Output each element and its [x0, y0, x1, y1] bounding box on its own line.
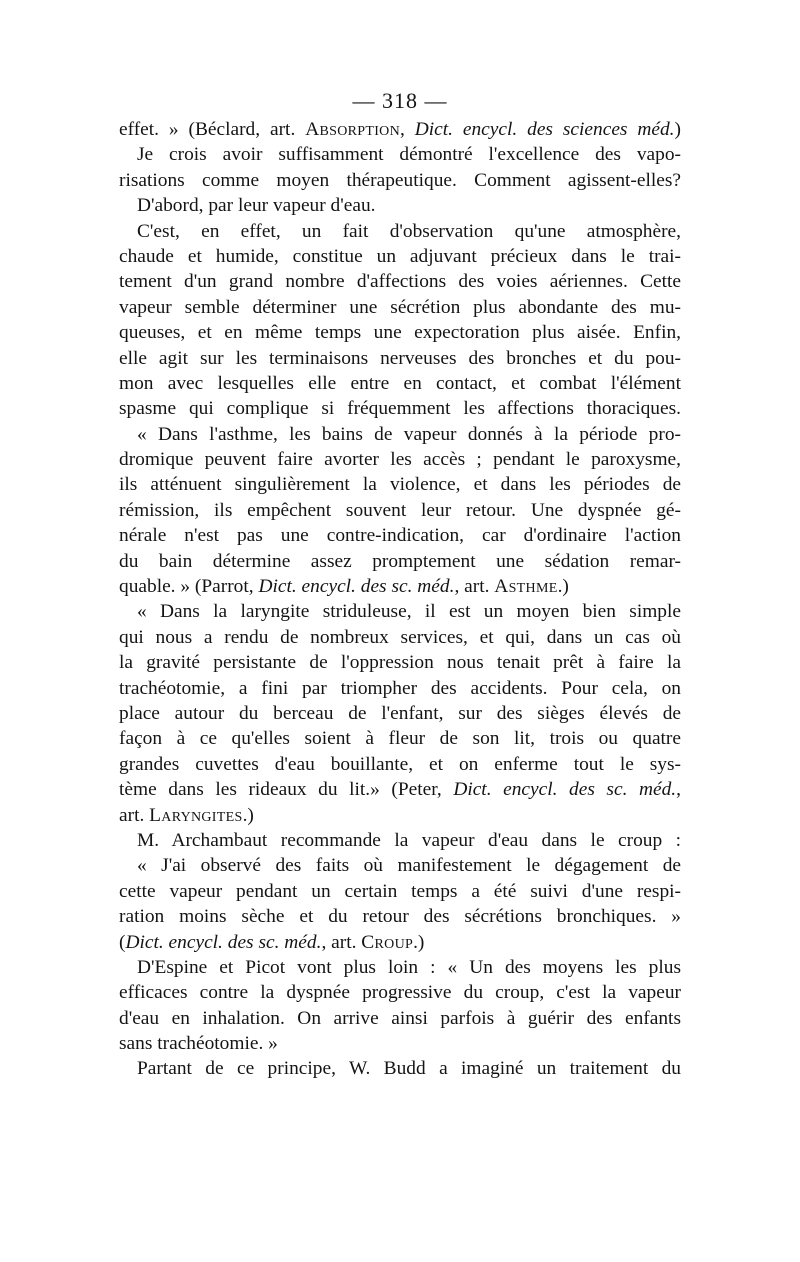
- text-line: [119, 549, 681, 574]
- article-name: Asthme: [494, 576, 558, 598]
- text-segment: d'eau en inhalation. On arrive ainsi parfois à guérir des enfants: [119, 1007, 681, 1029]
- text-segment: spasme qui complique si fréquemment les affections thoraciques.: [119, 398, 681, 420]
- text-line: [119, 117, 681, 142]
- text-segment: place autour du berceau de l'enfant, sur des sièges élevés de: [119, 702, 681, 724]
- text-segment: D'abord, par leur vapeur d'eau.: [137, 195, 376, 217]
- text-segment: vapeur semble déterminer une sécrétion plus abondante des mu-: [119, 296, 681, 318]
- text-line: [119, 1056, 681, 1081]
- citation-title: Dict. encycl. des sc. méd.: [258, 576, 455, 598]
- text-line: [119, 752, 681, 777]
- text-line: [119, 574, 681, 599]
- text-line: [119, 472, 681, 497]
- text-segment: façon à ce qu'elles soient à fleur de son lit, trois ou quatre: [119, 728, 681, 750]
- text-segment: (: [119, 931, 126, 953]
- article-name: Laryngites: [149, 804, 243, 826]
- text-line: [119, 726, 681, 751]
- text-segment: art.: [119, 804, 150, 826]
- text-line: [119, 930, 681, 955]
- text-segment: ration moins sèche et du retour des sécrétions bronchiques. »: [119, 906, 681, 928]
- text-segment: la gravité persistante de l'oppression nous tenait prêt à faire la: [119, 652, 681, 674]
- text-line: [119, 168, 681, 193]
- text-segment: Je crois avoir suffisamment démontré l'excellence des vapo-: [137, 144, 681, 166]
- text-line: [119, 498, 681, 523]
- text-line: [119, 777, 681, 802]
- text-line: [119, 295, 681, 320]
- text-line: [119, 447, 681, 472]
- text-line: [119, 980, 681, 1005]
- text-segment: .): [413, 931, 425, 953]
- text-line: [119, 396, 681, 421]
- text-segment: D'Espine et Picot vont plus loin : « Un des moyens les plus: [137, 956, 681, 978]
- text-segment: , art.: [321, 931, 362, 953]
- citation-title: Dict. encycl. des sciences méd.: [414, 119, 675, 140]
- text-segment: risations comme moyen thérapeutique. Comment agissent-elles?: [119, 169, 681, 191]
- text-segment: cette vapeur pendant un certain temps a été suivi d'une respi-: [119, 880, 681, 902]
- text-segment: Partant de ce principe, W. Budd a imaginé un traitement du: [137, 1058, 681, 1080]
- text-segment: nérale n'est pas une contre-indication, car d'ordinaire l'action: [119, 525, 681, 547]
- text-line: [119, 269, 681, 294]
- text-line: [119, 955, 681, 980]
- text-line: [119, 904, 681, 929]
- text-segment: « J'ai observé des faits où manifestement le dégagement de: [137, 855, 681, 877]
- text-line: [119, 523, 681, 548]
- text-line: [119, 676, 681, 701]
- text-segment: , art.: [454, 576, 495, 598]
- citation-title: Dict. encycl. des sc. méd.: [453, 779, 677, 801]
- text-segment: efficaces contre la dyspnée progressive du croup, c'est la vapeur: [119, 982, 681, 1004]
- text-segment: chaude et humide, constitue un adjuvant précieux dans le trai-: [119, 245, 681, 267]
- text-segment: « Dans la laryngite striduleuse, il est un moyen bien simple: [137, 601, 681, 623]
- text-segment: .): [242, 804, 254, 826]
- article-name: Croup: [361, 931, 414, 953]
- text-line: [119, 1006, 681, 1031]
- text-segment: sans trachéotomie. »: [119, 1033, 278, 1055]
- text-segment: grandes cuvettes d'eau bouillante, et on enferme tout le sys-: [119, 753, 681, 775]
- text-line: [119, 599, 681, 624]
- text-line: [119, 701, 681, 726]
- article-name: Absorption: [305, 119, 400, 140]
- text-line: [119, 219, 681, 244]
- text-segment: « Dans l'asthme, les bains de vapeur donnés à la période pro-: [137, 423, 681, 445]
- text-segment: du bain détermine assez promptement une sédation remar-: [119, 550, 681, 572]
- text-line: [119, 371, 681, 396]
- text-segment: ,: [400, 119, 415, 140]
- text-line: [119, 853, 681, 878]
- text-segment: effet. » (Béclard, art.: [119, 119, 306, 140]
- text-line: [119, 879, 681, 904]
- text-line: [119, 422, 681, 447]
- text-line: [119, 828, 681, 853]
- page-number: — 318 —: [352, 88, 448, 113]
- text-line: [119, 244, 681, 269]
- text-line: [119, 650, 681, 675]
- text-line: [119, 193, 681, 218]
- text-segment: dromique peuvent faire avorter les accès ; pendant le paroxysme,: [119, 449, 681, 471]
- text-segment: C'est, en effet, un fait d'observation qu'une atmosphère,: [137, 220, 681, 242]
- text-segment: qui nous a rendu de nombreux services, et qui, dans un cas où: [119, 626, 681, 648]
- text-line: [119, 803, 681, 828]
- text-segment: mon avec lesquelles elle entre en contact, et combat l'élément: [119, 372, 681, 394]
- text-line: [119, 1031, 681, 1056]
- body-text: [119, 117, 681, 1082]
- text-segment: ): [674, 119, 681, 140]
- citation-title: Dict. encycl. des sc. méd.: [125, 931, 322, 953]
- text-segment: quable. » (Parrot,: [119, 576, 259, 598]
- text-segment: rémission, ils empêchent souvent leur retour. Une dyspnée gé-: [119, 499, 681, 521]
- text-segment: .): [557, 576, 569, 598]
- text-segment: tème dans les rideaux du lit.» (Peter,: [119, 779, 454, 801]
- text-line: [119, 142, 681, 167]
- text-segment: tement d'un grand nombre d'affections des voies aériennes. Cette: [119, 271, 681, 293]
- text-segment: queuses, et en même temps une expectoration plus aisée. Enfin,: [119, 322, 681, 344]
- text-segment: elle agit sur les terminaisons nerveuses des bronches et du pou-: [119, 347, 681, 369]
- text-line: [119, 346, 681, 371]
- text-line: [119, 625, 681, 650]
- text-segment: ils atténuent singulièrement la violence, et dans les périodes de: [119, 474, 681, 496]
- text-line: [119, 320, 681, 345]
- text-segment: M. Archambaut recommande la vapeur d'eau dans le croup :: [137, 829, 681, 851]
- text-segment: ,: [676, 779, 682, 801]
- text-segment: trachéotomie, a fini par triompher des accidents. Pour cela, on: [119, 677, 681, 699]
